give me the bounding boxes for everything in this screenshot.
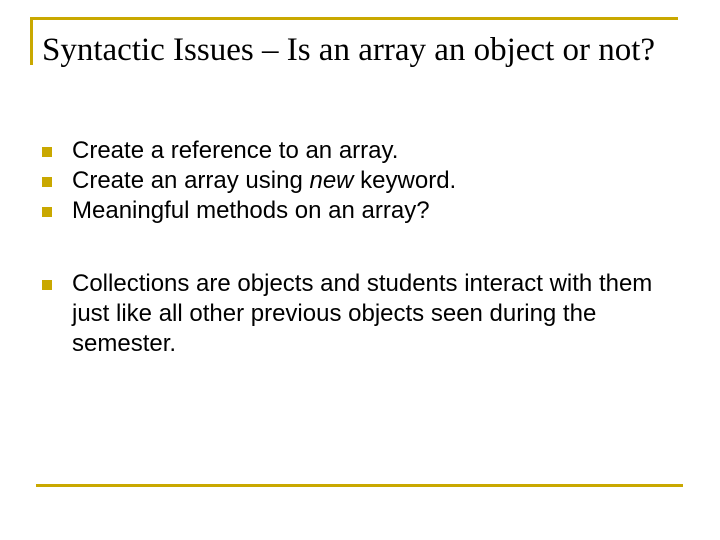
bullet-text: Create a reference to an array. [72, 137, 399, 164]
slide-title: Syntactic Issues – Is an array an object or not? [42, 32, 656, 68]
bullet-text: Meaningful methods on an array? [72, 197, 430, 224]
bullet-text-before: Create an array using [72, 167, 310, 194]
square-bullet-icon [42, 177, 52, 187]
bullet-item [42, 196, 682, 226]
bullet-text: Collections are objects and students interact with them just like all other previous objects seen during the semester. [72, 270, 653, 357]
bottom-accent-line [36, 484, 683, 487]
bullet-item [42, 269, 682, 359]
square-bullet-icon [42, 207, 52, 217]
square-bullet-icon [42, 147, 52, 157]
top-accent-line [30, 17, 678, 20]
bullet-item [42, 166, 682, 196]
bullet-text-emphasis: new [309, 167, 354, 194]
bullet-text-after: keyword. [353, 167, 457, 194]
square-bullet-icon [42, 280, 52, 290]
left-accent-line [30, 17, 33, 65]
bullet-item [42, 136, 682, 166]
bullet-list [42, 136, 682, 359]
